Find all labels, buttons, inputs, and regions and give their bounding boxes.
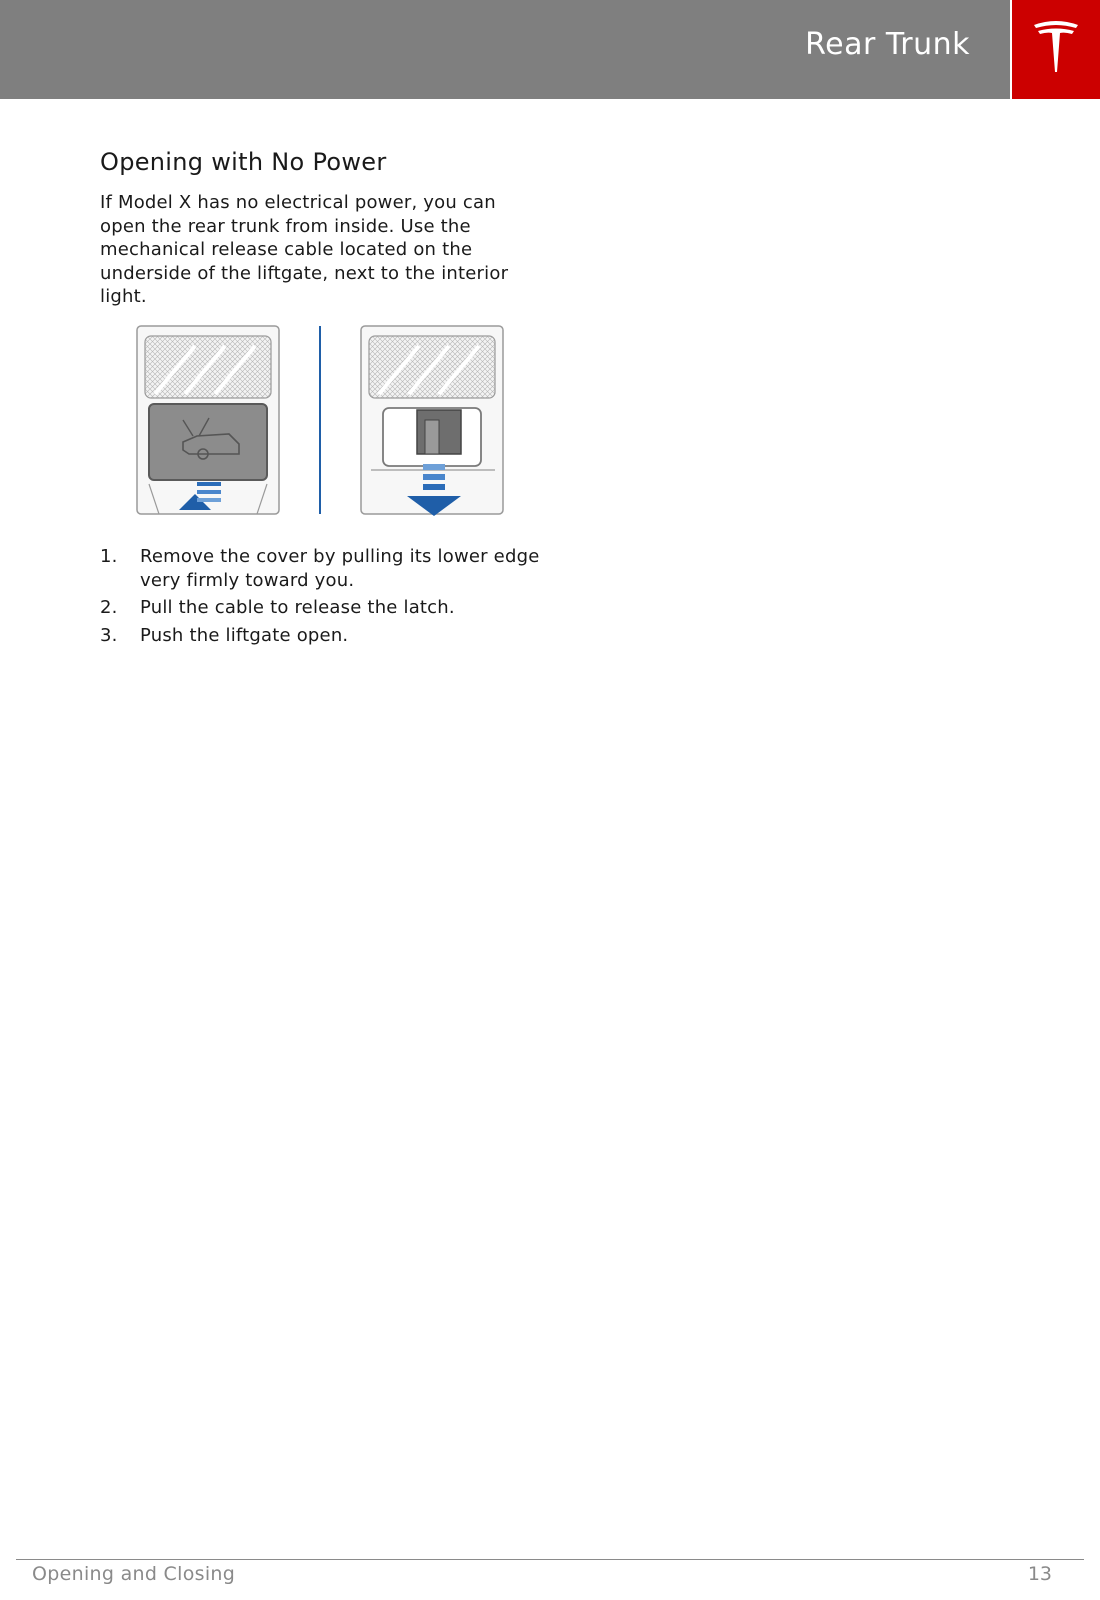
tesla-t-logo-icon [1032,18,1080,74]
footer-rule [16,1559,1084,1560]
pull-cable-illustration [361,326,503,516]
step-number: 2. [100,597,118,618]
step-item [100,545,540,592]
step-number: 1. [100,546,118,567]
step-number: 3. [100,624,118,646]
step-text: Pull the cable to release the latch. [140,597,455,618]
footer-section-name: Opening and Closing [32,1563,236,1585]
step-text: Remove the cover by pulling its lower edge very firmly toward you. [140,546,540,591]
header-bar [0,0,1010,99]
instruction-steps [100,545,540,651]
intro-paragraph: If Model X has no electrical power, you can open the rear trunk from inside. Use the mechanical release cable located on the underside of the liftgate, next to the interior light. [100,192,509,307]
liftgate-release-figure [135,324,507,524]
step-item [100,596,540,620]
brand-logo-box [1012,0,1100,99]
section-heading: Opening with No Power [100,148,387,176]
step-item [100,624,540,648]
step-text: Push the liftgate open. [140,624,349,646]
page-number: 13 [1027,1563,1052,1585]
page-header-title: Rear Trunk [805,27,970,62]
remove-cover-illustration [137,326,279,514]
